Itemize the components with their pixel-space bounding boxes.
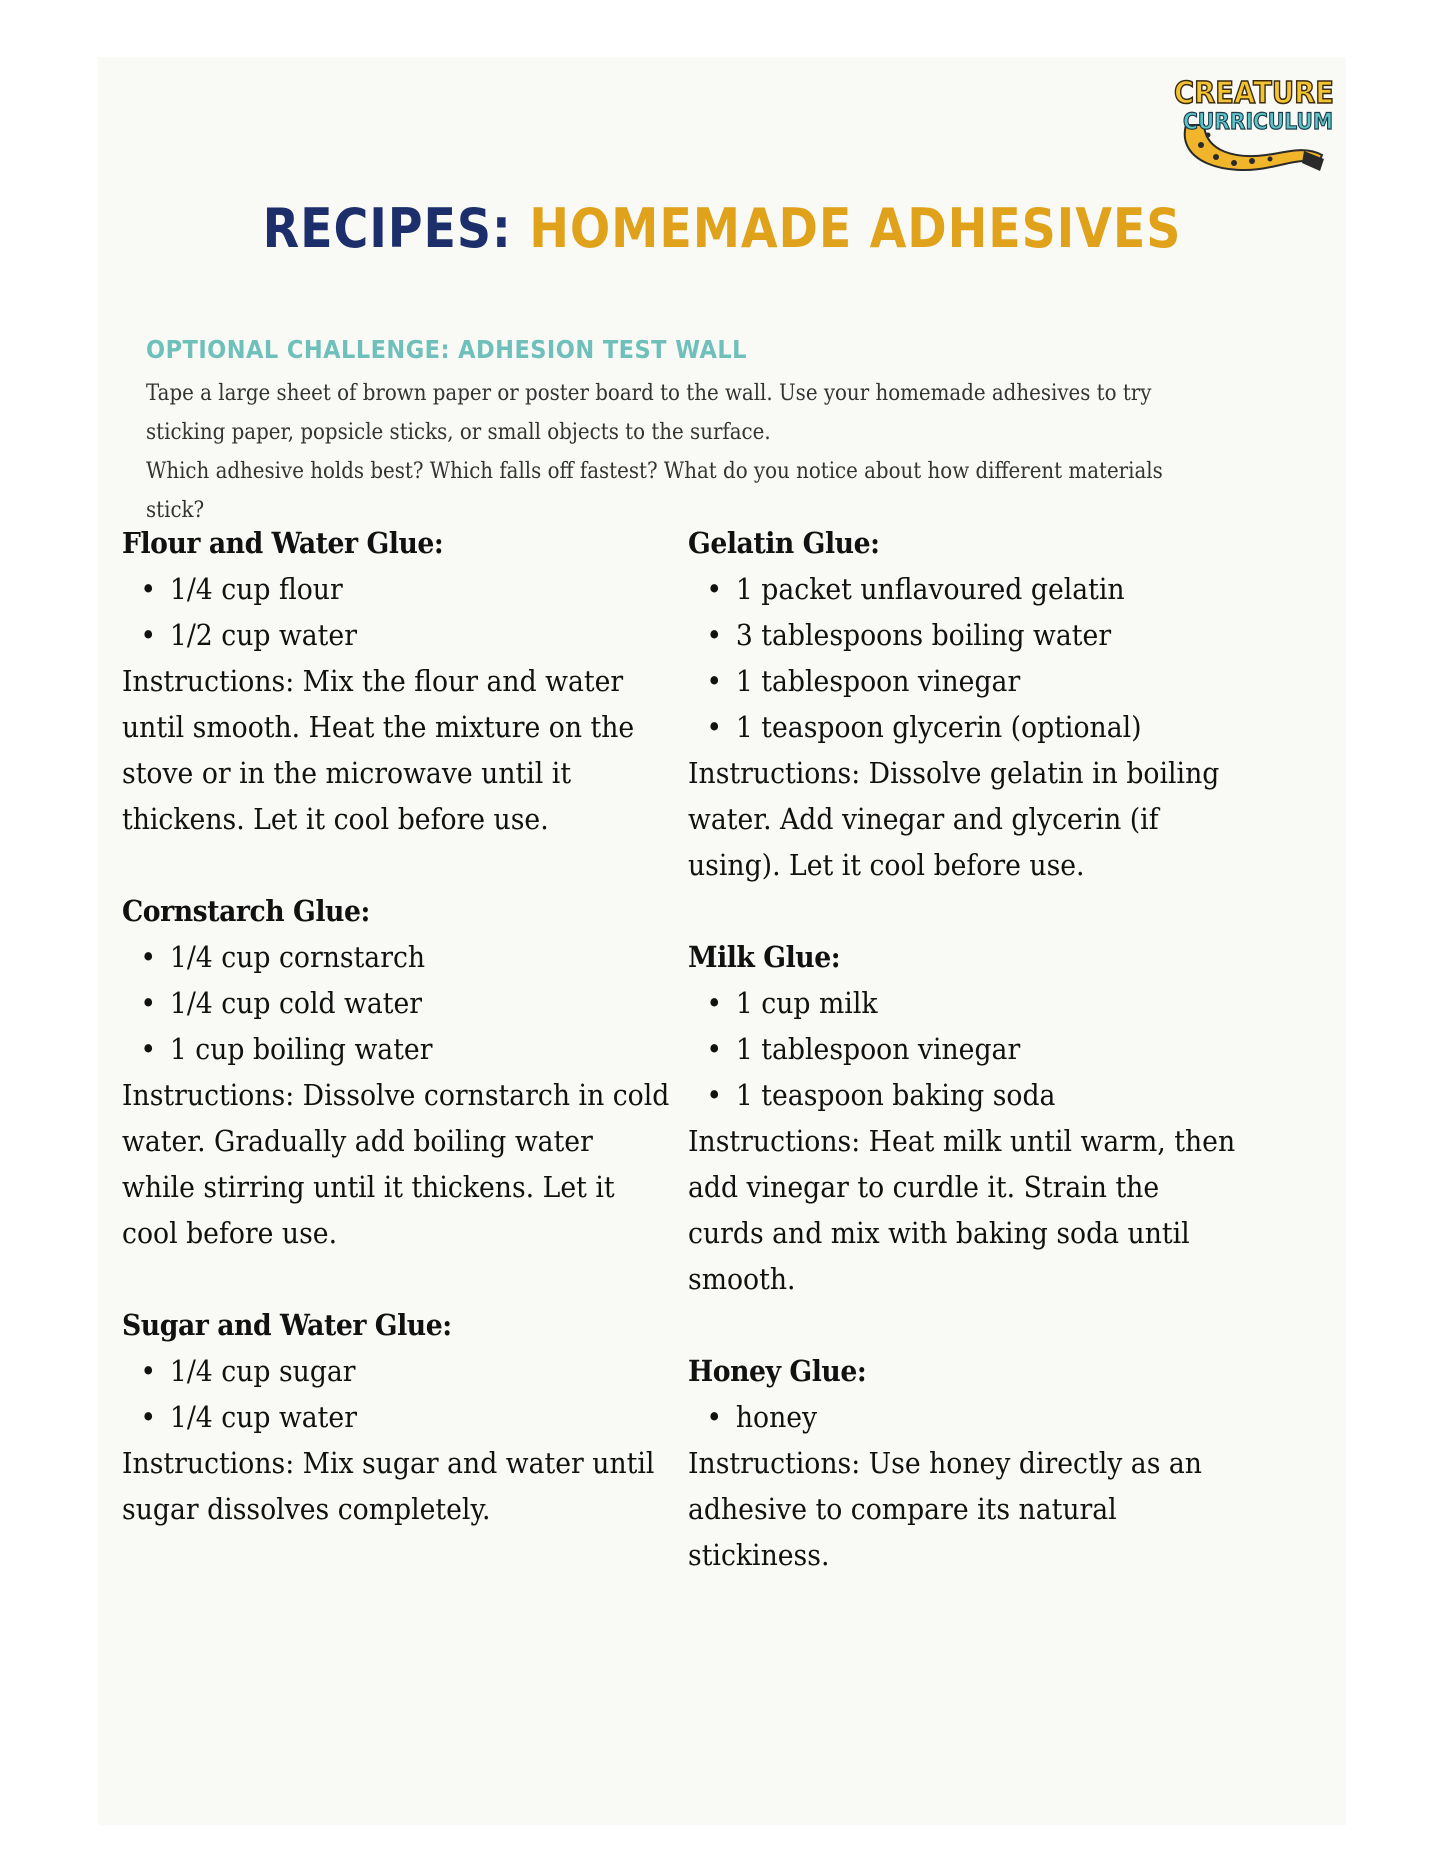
list-item: • 1 teaspoon baking soda (688, 1072, 1240, 1118)
title-part-recipes: RECIPES: (262, 197, 512, 260)
list-item: • 1 tablespoon vinegar (688, 658, 1240, 704)
ingredient-list (688, 566, 1240, 750)
recipe-instructions: Instructions: Dissolve gelatin in boiling water. Add vinegar and glycerin (if using). Let it cool before use. (688, 756, 1220, 882)
list-item: • 1/4 cup sugar (122, 1348, 674, 1394)
recipe-instructions: Instructions: Heat milk until warm, then add vinegar to curdle it. Strain the curds and mix with baking soda until smooth. (688, 1124, 1236, 1296)
list-item: • honey (688, 1394, 1240, 1440)
recipe-milk (688, 934, 1240, 1302)
challenge-paragraph-2: Which adhesive holds best? Which falls off fastest? What do you notice about how different materials stick? (146, 459, 1163, 523)
list-item: • 1/4 cup cold water (122, 980, 674, 1026)
list-item: • 1 tablespoon vinegar (688, 1026, 1240, 1072)
recipe-instructions: Instructions: Dissolve cornstarch in cold water. Gradually add boiling water while stirring until it thickens. Let it cool before use. (122, 1078, 670, 1250)
challenge-paragraph-1: Tape a large sheet of brown paper or poster board to the wall. Use your homemade adhesives to try sticking paper, popsicle sticks, or small objects to the surface. (146, 381, 1152, 445)
list-item: • 1 cup boiling water (122, 1026, 674, 1072)
recipe-gelatin (688, 520, 1240, 888)
ingredient-list (122, 1348, 674, 1440)
list-item: • 1 packet unflavoured gelatin (688, 566, 1240, 612)
list-item: • 1 cup milk (688, 980, 1240, 1026)
list-item: • 1/2 cup water (122, 612, 674, 658)
left-recipe-column (122, 520, 682, 1578)
list-item: • 1/4 cup cornstarch (122, 934, 674, 980)
recipe-honey (688, 1348, 1240, 1578)
recipe-cornstarch (122, 888, 674, 1256)
ingredient-list (688, 1394, 1240, 1440)
creature-curriculum-logo (1166, 67, 1336, 182)
recipe-title: Milk Glue: (688, 940, 841, 974)
ingredient-list (688, 980, 1240, 1118)
title-part-adhesives: HOMEMADE ADHESIVES (529, 197, 1182, 260)
ingredient-list (122, 566, 674, 658)
recipe-title: Cornstarch Glue: (122, 894, 370, 928)
recipe-title: Sugar and Water Glue: (122, 1308, 452, 1342)
list-item: • 1/4 cup water (122, 1394, 674, 1440)
recipe-instructions: Instructions: Mix the flour and water until smooth. Heat the mixture on the stove or in the microwave until it thickens. Let it cool before use. (122, 664, 635, 836)
challenge-heading: OPTIONAL CHALLENGE: ADHESION TEST WALL (146, 335, 747, 364)
recipe-title: Gelatin Glue: (688, 526, 880, 560)
right-recipe-column (688, 520, 1248, 1624)
recipe-flour-water (122, 520, 674, 842)
page-title (173, 197, 1271, 260)
list-item: • 1 teaspoon glycerin (optional) (688, 704, 1240, 750)
logo-line1: CREATURE (1174, 76, 1334, 111)
list-item: • 1/4 cup flour (122, 566, 674, 612)
challenge-description (146, 374, 1190, 530)
recipe-title: Honey Glue: (688, 1354, 867, 1388)
list-item: • 3 tablespoons boiling water (688, 612, 1240, 658)
recipe-sugar-water (122, 1302, 674, 1532)
logo-line2: CURRICULUM (1183, 110, 1333, 135)
recipe-instructions: Instructions: Mix sugar and water until sugar dissolves completely. (122, 1446, 655, 1526)
ingredient-list (122, 934, 674, 1072)
recipe-title: Flour and Water Glue: (122, 526, 444, 560)
recipe-instructions: Instructions: Use honey directly as an adhesive to compare its natural stickiness. (688, 1446, 1202, 1572)
